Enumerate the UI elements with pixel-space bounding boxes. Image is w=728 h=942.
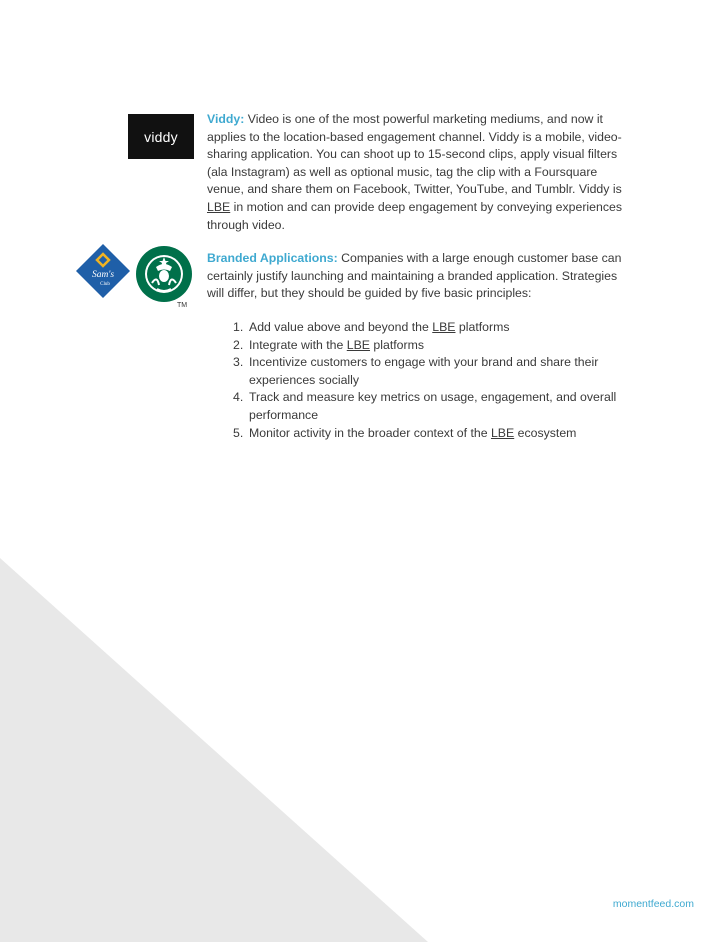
- principle-text-end: platforms: [370, 337, 425, 352]
- principle-term-lbe[interactable]: LBE: [432, 319, 456, 334]
- svg-text:Club: Club: [100, 282, 110, 287]
- principle-number: 1.: [233, 319, 244, 334]
- viddy-text-2: in motion and can provide deep engagement by conveying experiences through video.: [207, 199, 622, 232]
- principle-text: Add value above and beyond the: [249, 319, 433, 334]
- sams-logo-text: Sam's: [91, 270, 115, 280]
- branded-paragraph: [207, 250, 627, 303]
- principle-text-end: ecosystem: [514, 425, 577, 440]
- principle-text: Monitor activity in the broader context of the: [249, 425, 491, 440]
- principle-term-lbe[interactable]: LBE: [490, 425, 515, 440]
- principle-number: 5.: [233, 425, 244, 440]
- viddy-paragraph: [207, 111, 627, 234]
- viddy-term-lbe[interactable]: LBE: [207, 199, 231, 214]
- principle-number: 4.: [233, 390, 244, 405]
- main-content: [207, 111, 627, 442]
- principle-item: [207, 354, 627, 389]
- starbucks-logo: [135, 245, 193, 303]
- principle-term-lbe[interactable]: LBE: [346, 337, 371, 352]
- principle-item: [207, 319, 627, 337]
- principle-item: [207, 389, 627, 424]
- footer-url[interactable]: momentfeed.com: [612, 898, 694, 910]
- branded-text: Companies with a large enough customer base can certainly justify launching and maintaining a branded application. Strategies will differ, but they should be guided by five basic principles:: [207, 251, 622, 301]
- principle-text: Track and measure key metrics on usage, engagement, and overall performance: [249, 390, 617, 422]
- trademark-symbol: TM: [177, 302, 188, 309]
- principle-text: Integrate with the: [249, 337, 347, 352]
- viddy-lead: Viddy:: [207, 112, 245, 126]
- principle-text: Incentivize customers to engage with your brand and share their experiences socially: [249, 355, 599, 387]
- principle-item: [207, 337, 627, 355]
- principle-number: 2.: [233, 337, 244, 352]
- sams-club-logo: [76, 244, 130, 298]
- viddy-logo: viddy: [128, 114, 194, 159]
- principle-text-end: platforms: [455, 319, 510, 334]
- principles-list: [207, 319, 627, 442]
- principle-item: [207, 425, 627, 443]
- principle-number: 3.: [233, 355, 244, 370]
- viddy-text-1: Video is one of the most powerful marketing mediums, and now it applies to the location-based engagement channel. Viddy is a mobile, video-sharing application. You can shoot up to 15-second clips, apply visual filters (ala Instagram) as well as optional music, tag the clip with a Foursquare venue, and share them on Facebook, Twitter, YouTube, and Tumblr. Viddy is: [207, 112, 622, 197]
- branded-lead: Branded Applications:: [207, 251, 338, 266]
